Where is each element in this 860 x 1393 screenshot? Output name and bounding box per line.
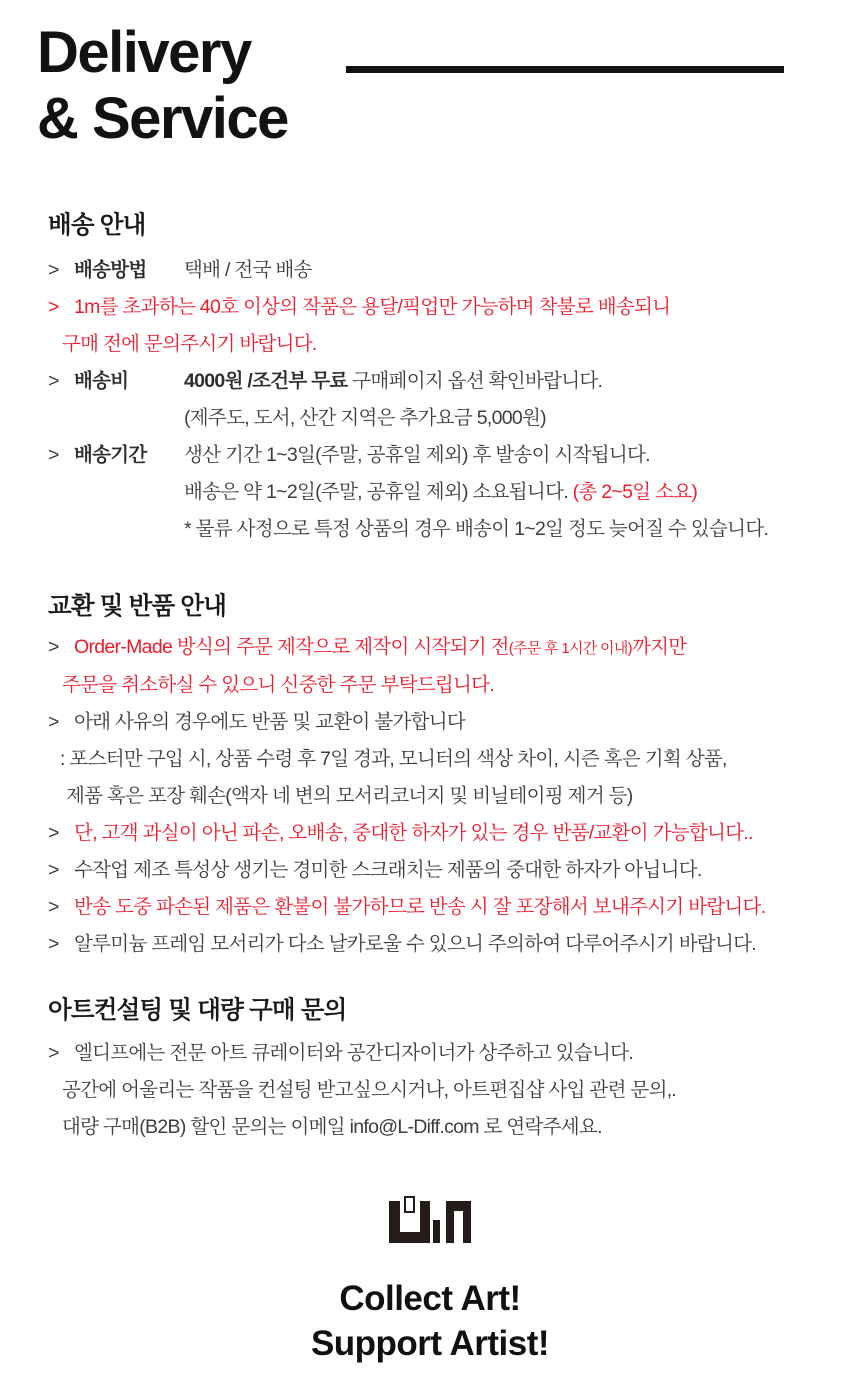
- order-made-small-note: (주문 후 1시간 이내): [508, 640, 632, 657]
- consulting-line1-text: 엘디프에는 전문 아트 큐레이터와 공간디자이너가 상주하고 있습니다.: [74, 1042, 633, 1064]
- frame-caution-line: [48, 926, 860, 963]
- return-exception-line: [48, 815, 860, 852]
- page-title-line1: Delivery: [37, 20, 251, 85]
- bullet-arrow: >: [48, 711, 59, 733]
- bullet-arrow: >: [48, 1042, 59, 1064]
- title-divider-rule: [346, 66, 784, 73]
- bullet-arrow: >: [48, 859, 59, 881]
- bullet-arrow: >: [48, 822, 59, 844]
- shipping-fee-row: [48, 363, 860, 400]
- page-title: [37, 20, 288, 152]
- returns-section-body: [48, 629, 860, 963]
- bullet-arrow: >: [48, 896, 59, 918]
- consulting-section-body: [48, 1035, 860, 1146]
- logo-hollow-square: [404, 1196, 415, 1213]
- shipping-fee-label: 배송비: [74, 370, 129, 392]
- bullet-arrow: >: [48, 933, 59, 955]
- consulting-line3-prefix: 대량 구매(B2B) 할인 문의는 이메일: [62, 1116, 350, 1138]
- shipping-period-line1: 생산 기간 1~3일(주말, 공휴일 제외) 후 발송이 시작됩니다.: [184, 444, 650, 466]
- slogan-support-artist: Support Artist!: [310, 1324, 550, 1363]
- oversize-warning-line2: 구매 전에 문의주시기 바랍니다.: [62, 333, 317, 355]
- shipping-period-row: [48, 437, 860, 474]
- shipping-period-label: 배송기간: [74, 444, 147, 466]
- logo-bar: [463, 1201, 471, 1243]
- order-made-line1: [48, 629, 860, 667]
- no-return-cases-line1: : 포스터만 구입 시, 상품 수령 후 7일 경과, 모니터의 색상 차이, 시즌 혹은 기획 상품,: [60, 748, 727, 770]
- shipping-section-heading: 배송 안내: [48, 212, 146, 239]
- consulting-line3: [48, 1109, 860, 1146]
- consulting-line1: [48, 1035, 860, 1072]
- order-made-text1: Order-Made 방식의 주문 제작으로 제작이 시작되기 전: [74, 636, 509, 658]
- no-return-intro-text: 아래 사유의 경우에도 반품 및 교환이 불가합니다: [74, 711, 466, 733]
- shipping-fee-value-rest: 구매페이지 옵션 확인바랍니다.: [347, 370, 603, 392]
- logo-bar: [446, 1201, 454, 1243]
- shipping-period-total-days: (총 2~5일 소요): [572, 481, 698, 503]
- shipping-fee-note: (제주도, 도서, 산간 지역은 추가요금 5,000원): [184, 407, 546, 429]
- slogan-collect-art: Collect Art!: [339, 1279, 521, 1318]
- return-damage-line: [48, 889, 860, 926]
- shipping-method-row: [48, 252, 860, 289]
- shipping-period-line2-text: 배송은 약 1~2일(주말, 공휴일 제외) 소요됩니다.: [184, 481, 573, 503]
- consulting-line3-suffix: 로 연락주세요.: [478, 1116, 602, 1138]
- shipping-period-note: * 물류 사정으로 특정 상품의 경우 배송이 1~2일 정도 늦어질 수 있습니다.: [184, 518, 769, 540]
- logo-bar: [420, 1201, 430, 1243]
- order-made-text2: 까지만: [631, 636, 687, 658]
- order-made-line2: 주문을 취소하실 수 있으니 신중한 주문 부탁드립니다.: [62, 674, 495, 696]
- email-text: info@L-Diff.com: [349, 1116, 479, 1138]
- bullet-arrow: >: [48, 370, 59, 392]
- l-diff-logo-icon: [389, 1196, 471, 1243]
- returns-section-heading: 교환 및 반품 안내: [48, 593, 227, 620]
- shipping-section-body: [48, 252, 860, 548]
- bullet-arrow: >: [48, 444, 59, 466]
- scratch-notice-line: [48, 852, 860, 889]
- bullet-arrow: >: [48, 296, 59, 318]
- shipping-period-line2: [48, 474, 860, 511]
- bullet-arrow: >: [48, 259, 59, 281]
- return-damage-text: 반송 도중 파손된 제품은 환불이 불가하므로 반송 시 잘 포장해서 보내주시기 바랍니다.: [74, 896, 766, 918]
- scratch-notice-text: 수작업 제조 특성상 생기는 경미한 스크래치는 제품의 중대한 하자가 아닙니다.: [74, 859, 702, 881]
- frame-caution-text: 알루미늄 프레임 모서리가 다소 날카로울 수 있으니 주의하여 다루어주시기 바랍니다.: [74, 933, 756, 955]
- shipping-method-value: 택배 / 전국 배송: [184, 259, 312, 281]
- page-title-line2: & Service: [37, 86, 288, 151]
- no-return-intro-line: [48, 704, 860, 741]
- shipping-fee-value-bold: 4000원 /조건부 무료: [184, 370, 348, 392]
- consulting-section-heading: 아트컨설팅 및 대량 구매 문의: [48, 997, 347, 1024]
- shipping-method-label: 배송방법: [74, 259, 147, 281]
- consulting-line2: 공간에 어울리는 작품을 컨설팅 받고싶으시거나, 아트편집샵 사입 관련 문의,.: [62, 1079, 677, 1101]
- oversize-warning-text1: 1m를 초과하는 40호 이상의 작품은 용달/픽업만 가능하며 착불로 배송되니: [74, 296, 671, 318]
- bullet-arrow: >: [48, 636, 59, 658]
- logo-bar: [433, 1220, 440, 1243]
- oversize-warning-line1: [48, 289, 860, 326]
- no-return-cases-line2: 제품 혹은 포장 훼손(액자 네 변의 모서리코너지 및 비닐테이핑 제거 등): [66, 785, 633, 807]
- return-exception-text: 단, 고객 과실이 아닌 파손, 오배송, 중대한 하자가 있는 경우 반품/교환이 가능합니다..: [74, 822, 753, 844]
